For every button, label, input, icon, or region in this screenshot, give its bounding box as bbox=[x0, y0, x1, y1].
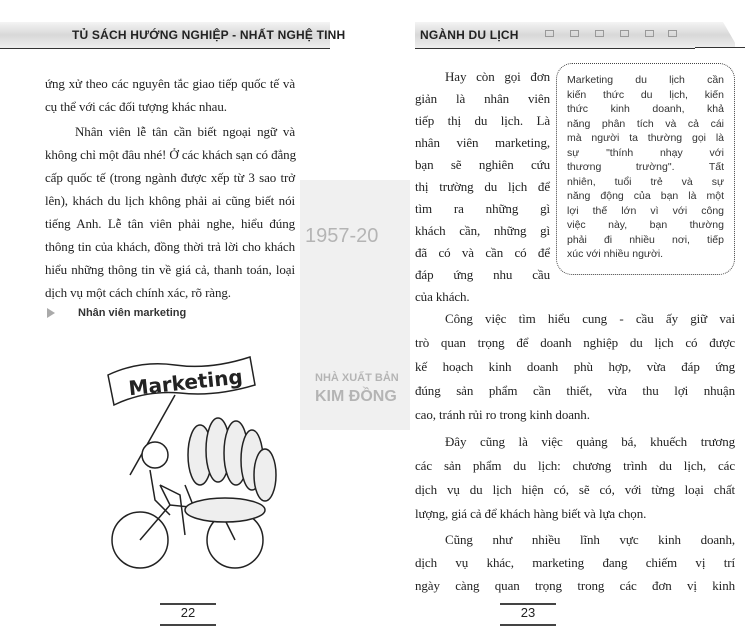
text-line: năng phân tích và cả cái bbox=[567, 117, 724, 130]
chapter-title: NGÀNH DU LỊCH bbox=[420, 28, 519, 42]
text-line: khách cần, những gì bbox=[415, 223, 550, 238]
text-line: Đây cũng là việc quảng bá, khuếch trương bbox=[445, 434, 735, 449]
text-line: việc này, bạn thường bbox=[567, 219, 724, 231]
arrow-right-icon bbox=[500, 624, 556, 626]
arrow-right-icon bbox=[160, 624, 216, 626]
text-line: dịch vụ khác, marketing đang chiếm vị trí bbox=[415, 555, 735, 570]
boy-head bbox=[142, 442, 168, 468]
text-line: đúng sản phẩm cần thiết, vừa thu lợi nhuận bbox=[415, 383, 735, 398]
page-number-left: 22 bbox=[180, 605, 196, 620]
text-line: kế hoạch kinh doanh phù hợp, vừa đáp ứng bbox=[415, 359, 735, 374]
text-line: thức kinh doanh, khả bbox=[567, 103, 724, 115]
watermark-publisher: NHÀ XUẤT BẢN bbox=[315, 372, 399, 384]
watermark-years: 1957-20 bbox=[305, 225, 379, 247]
section-bullet-icon bbox=[47, 308, 55, 318]
text-line: tìm ra những gì bbox=[415, 201, 550, 216]
text-line: hiểu những thông tin về giá cả, thanh toán, loại bbox=[45, 262, 295, 277]
text-line: trò quan trọng để doanh nghiệp du lịch có được bbox=[415, 335, 735, 350]
series-title: TỦ SÁCH HƯỚNG NGHIỆP - NHẤT NGHỆ TINH bbox=[72, 28, 346, 42]
window-icon bbox=[570, 30, 579, 37]
window-icon bbox=[595, 30, 604, 37]
window-icon bbox=[620, 30, 629, 37]
text-line: lượng, giá cả để khách hàng biết và lựa chọn. bbox=[415, 506, 647, 521]
text-line: dịch vụ một cách chính xác, rõ ràng. bbox=[45, 285, 231, 300]
text-line: bạn sẽ nghiên cứu bbox=[415, 157, 550, 172]
text-line: lợi thế lớn vì với công bbox=[567, 204, 724, 217]
text-line: cao, tránh rủi ro trong kinh doanh. bbox=[415, 407, 590, 422]
text-line: xúc với nhiều người. bbox=[567, 248, 664, 260]
text-line: nhiên, tuổi trẻ và sự bbox=[567, 175, 724, 188]
window-icon bbox=[645, 30, 654, 37]
text-line: tiếp thị du lịch. Là bbox=[415, 113, 550, 128]
text-line: tiếng Anh. Lễ tân viên phải nghe, hiểu đúng bbox=[45, 216, 295, 231]
text-line: ngày càng quan trọng trong các đơn vị kinh bbox=[415, 578, 735, 593]
text-line: dịch vụ du lịch hiện có, sẽ có, với từng loại chất bbox=[415, 482, 735, 497]
text-line: lên), khách du lịch không phải ai cũng biết nói bbox=[45, 193, 295, 208]
text-line: ứng xử theo các nguyên tắc giao tiếp quốc tế và bbox=[45, 76, 295, 91]
watermark-publisher: KIM ĐỒNG bbox=[315, 388, 397, 405]
text-line: Công việc tìm hiểu cung - cầu ấy giữ vai bbox=[445, 311, 735, 326]
left-paragraph-2 bbox=[45, 120, 295, 304]
text-line: Hay còn gọi đơn bbox=[445, 69, 550, 84]
text-line: Marketing du lịch cần bbox=[567, 74, 724, 86]
text-line: cấp quốc tế (trong ngành được xếp từ 3 sao trở bbox=[45, 170, 295, 185]
text-line: thông tin của khách, đồng thời trả lời cho khách bbox=[45, 239, 295, 254]
flag-text: Marketing bbox=[127, 364, 244, 401]
right-paragraph-3 bbox=[415, 430, 735, 526]
text-line: thị trường du lịch để bbox=[415, 179, 550, 194]
text-line: phải đi nhiều nơi, tiếp bbox=[567, 233, 724, 246]
right-paragraph-2 bbox=[415, 307, 735, 427]
text-line: không chỉ một đâu nhé! Ở các khách sạn có đẳng bbox=[45, 147, 296, 162]
text-line: Cũng như nhiều lĩnh vực kinh doanh, bbox=[445, 532, 735, 547]
text-line: thương trường". Tất bbox=[567, 161, 724, 173]
header-band-tip bbox=[695, 22, 735, 48]
text-line: cụ thể với các đối tượng khác nhau. bbox=[45, 99, 227, 114]
text-line: đã có và cần có để bbox=[415, 245, 550, 260]
text-line: các sản phẩm du lịch: chương trình du lịch, các bbox=[415, 458, 735, 473]
text-line: đáp ứng nhu cầu bbox=[415, 267, 550, 282]
left-paragraph-1 bbox=[45, 72, 295, 118]
text-line: sự "thính nhạy với bbox=[567, 146, 724, 159]
text-line: Nhân viên lễ tân cần biết ngoại ngữ và bbox=[75, 124, 295, 139]
window-icon bbox=[668, 30, 677, 37]
page-number-right: 23 bbox=[520, 605, 536, 620]
callout-box bbox=[556, 63, 735, 275]
right-paragraph-4 bbox=[415, 528, 735, 597]
right-paragraph-1 bbox=[415, 66, 550, 308]
header-rule bbox=[695, 47, 745, 48]
window-icon bbox=[545, 30, 554, 37]
text-line: mà người ta thường gọi là bbox=[567, 132, 724, 144]
text-line: của khách. bbox=[415, 289, 470, 304]
text-line: kiến thức du lịch, kiến bbox=[567, 88, 724, 101]
text-line: giản là nhân viên bbox=[415, 91, 550, 106]
section-heading: Nhân viên marketing bbox=[78, 307, 187, 319]
text-line: năng động của bạn là một bbox=[567, 190, 724, 202]
text-line: nhân viên marketing, bbox=[415, 135, 550, 150]
marketing-bicycle-illustration bbox=[100, 335, 300, 575]
